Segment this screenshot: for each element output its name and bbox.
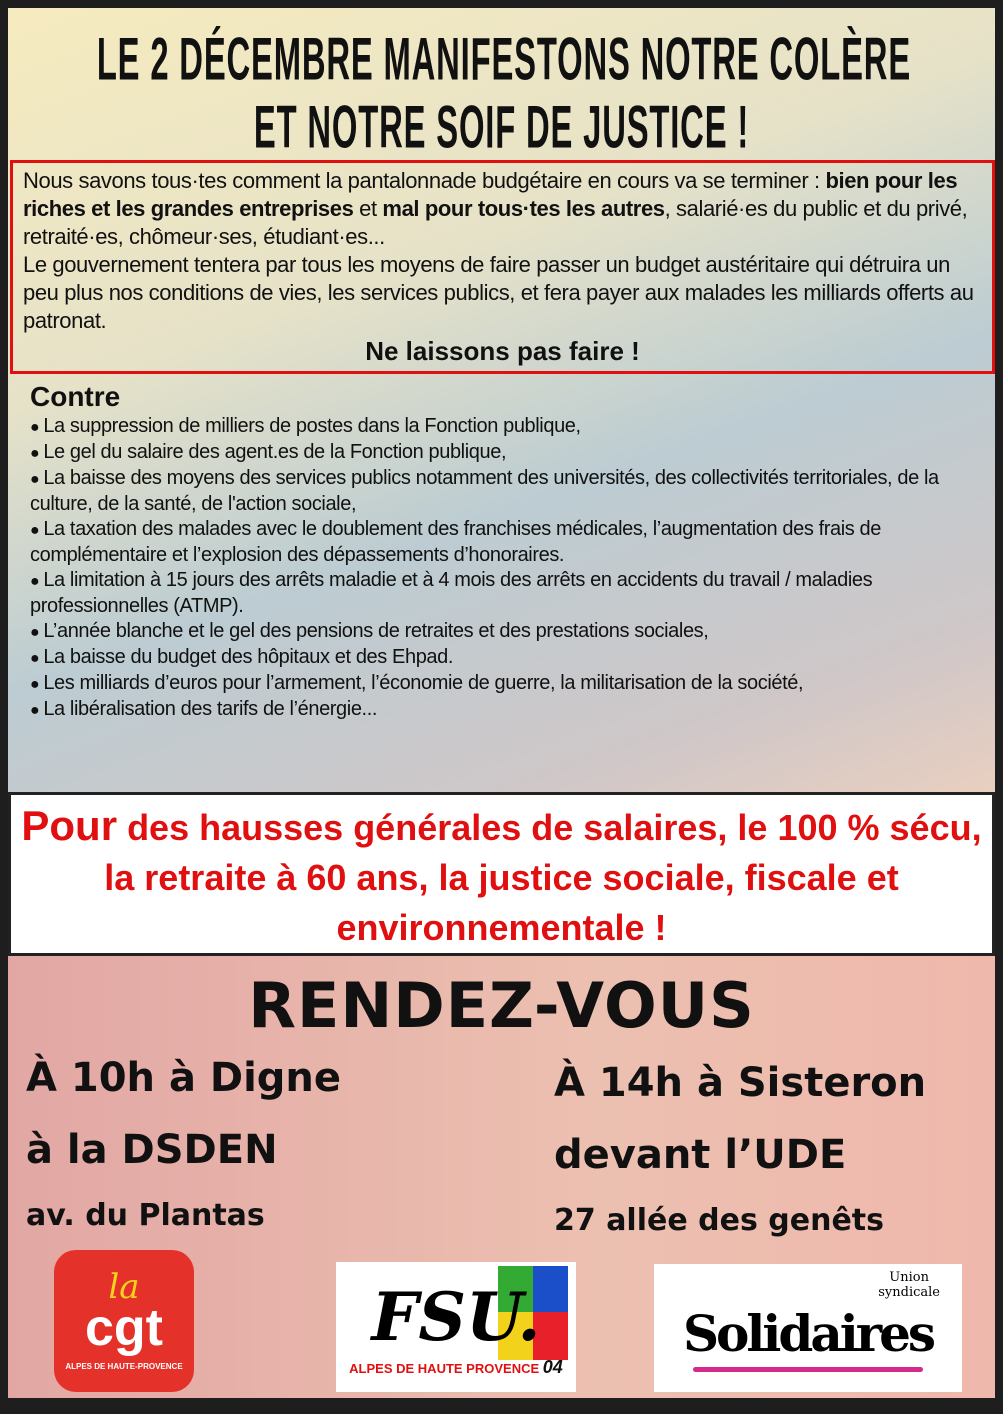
slogan: Ne laissons pas faire ! — [365, 336, 640, 366]
logo-underline — [693, 1367, 923, 1372]
logo-text: ALPES DE HAUTE-PROVENCE — [65, 1361, 183, 1371]
bottom-section — [8, 956, 995, 1398]
list-item: ● La libéralisation des tarifs de l’énergie... — [30, 697, 980, 723]
rendezvous-digne — [26, 1042, 341, 1246]
pour-text: des hausses générales de salaires, le 100 % sécu, la retraite à 60 ans, la justice sociale, fiscale et environnementale ! — [104, 807, 982, 948]
rendezvous-sisteron — [554, 1047, 926, 1251]
logo-text: Union — [889, 1270, 929, 1285]
text: , salarié·es du public et du privé, retraité·es, chômeur·ses, étudiant·es... — [23, 196, 968, 249]
flyer — [8, 8, 995, 1398]
list-item: ● La baisse du budget des hôpitaux et des Ehpad. — [30, 645, 980, 671]
title-line-1: LE 2 DÉCEMBRE MANIFESTONS NOTRE COLÈRE — [96, 27, 912, 93]
time-place: À 10h à Digne — [26, 1055, 342, 1101]
list-item: ● La baisse des moyens des services publics notamment des universités, des collectivités territoriales, de la culture, de la santé, de l'action sociale, — [30, 466, 980, 517]
address: 27 allée des genêts — [554, 1203, 884, 1238]
contre-list — [30, 414, 980, 723]
logo-text: syndicale — [878, 1285, 940, 1300]
venue: devant l’UDE — [554, 1132, 847, 1178]
title-line-2: ET NOTRE SOIF DE JUSTICE ! — [253, 95, 750, 161]
emphasis: bien pour les riches et les grandes entreprises — [23, 168, 958, 221]
logo-text: ALPES DE HAUTE PROVENCE — [349, 1360, 540, 1376]
list-item: ● Le gel du salaire des agent.es de la Fonction publique, — [30, 440, 980, 466]
contre-section — [30, 380, 980, 723]
top-section — [8, 8, 995, 792]
intro-paragraph-2: Le gouvernement tentera par tous les moyens de faire passer un budget austéritaire qui détruira un peu plus nos conditions de vies, les services publics, et fera payer aux malades les milliards offerts au patronat. — [23, 252, 974, 333]
list-item: ● La suppression de milliers de postes dans la Fonction publique, — [30, 414, 980, 440]
logo-text: cgt — [85, 1298, 163, 1357]
rendezvous-heading: RENDEZ-VOUS — [248, 969, 755, 1042]
intro-box — [10, 160, 995, 374]
logo-text: FSU. — [371, 1277, 541, 1356]
pour-box — [8, 792, 995, 956]
logo-text: 04 — [542, 1356, 563, 1377]
address: av. du Plantas — [26, 1198, 265, 1233]
text: Nous savons tous·tes comment la pantalonnade budgétaire en cours va se terminer : — [23, 168, 826, 193]
fsu-logo — [336, 1262, 576, 1392]
list-item: ● La taxation des malades avec le doublement des franchises médicales, l’augmentation des frais de complémentaire et l’explosion des dépassements d’honoraires. — [30, 517, 980, 568]
logo-text: la — [108, 1266, 140, 1307]
solidaires-logo — [654, 1264, 962, 1392]
time-place: À 14h à Sisteron — [554, 1060, 927, 1106]
cgt-logo — [54, 1250, 194, 1392]
logo-text: Solidaires — [682, 1304, 934, 1363]
list-item: ● L’année blanche et le gel des pensions de retraites et des prestations sociales, — [30, 619, 980, 645]
pour-lead: Pour — [21, 802, 118, 849]
venue: à la DSDEN — [26, 1127, 278, 1173]
intro-paragraph-1 — [23, 167, 982, 251]
contre-heading: Contre — [30, 381, 121, 412]
list-item: ● Les milliards d’euros pour l’armement, l’économie de guerre, la militarisation de la société, — [30, 671, 980, 697]
emphasis: mal pour tous·tes les autres — [382, 196, 665, 221]
text: et — [353, 196, 383, 221]
list-item: ● La limitation à 15 jours des arrêts maladie et à 4 mois des arrêts en accidents du travail / maladies professionnelles (ATMP). — [30, 568, 980, 619]
